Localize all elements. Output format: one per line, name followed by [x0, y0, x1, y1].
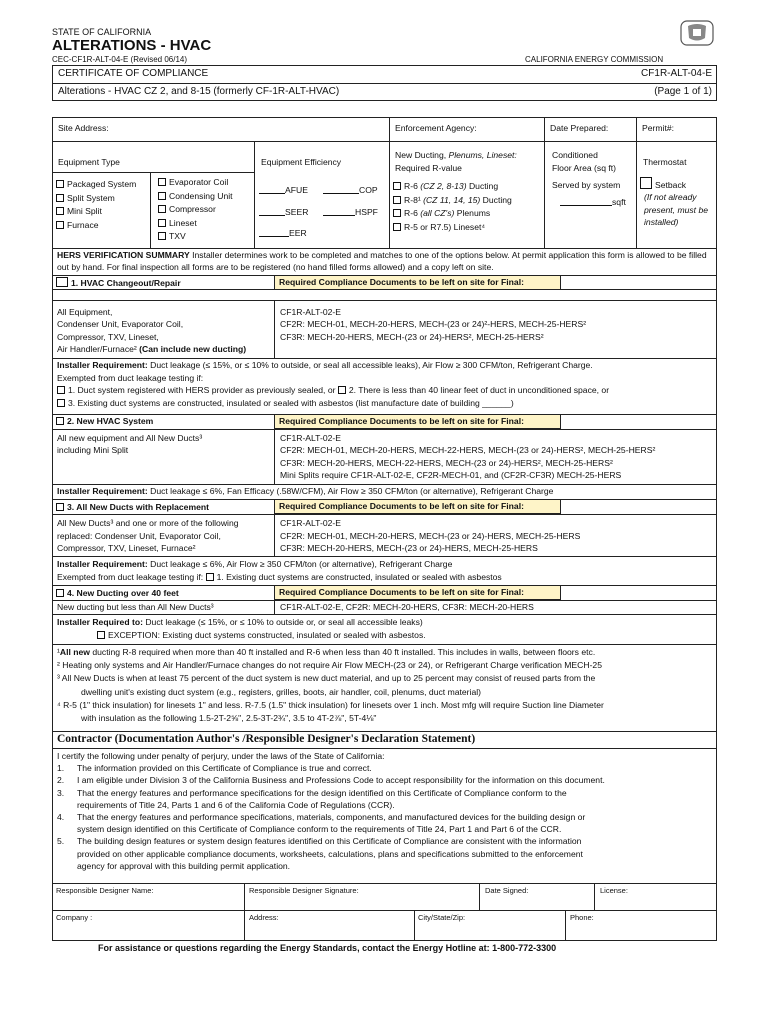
type-lineset[interactable]: Lineset [158, 217, 233, 231]
type-packaged-system[interactable]: Packaged System [56, 178, 136, 192]
site-address-label: Site Address: [58, 123, 109, 133]
exempt-1-1[interactable]: 1. Duct system registered with HERS provider as previously sealed, or 2. There is less than 40 linear feet of duct in unconditioned space, or [57, 384, 609, 397]
date-signed-field[interactable]: Date Signed: [485, 886, 529, 895]
served-by-system: Served by system [552, 180, 621, 190]
equipment-efficiency-label: Equipment Efficiency [261, 157, 342, 167]
certificate-title: CERTIFICATE OF COMPLIANCE [58, 68, 209, 79]
form-id: CF1R-ALT-04-E [641, 68, 712, 79]
footnote-2: ² Heating only systems and Air Handler/Furnace changes do not require Air Flow MECH-(23 or 24), or Refrigerant Charge verification MECH-25 [57, 660, 602, 671]
option4-req-docs: Required Compliance Documents to be left on site for Final: [274, 585, 561, 600]
setback-option[interactable]: Setback [640, 177, 686, 192]
hers-summary: HERS VERIFICATION SUMMARY Installer determines work to be completed and matches to one of the options below. At permit application this form is allowed to be filled out by hand. For final inspection all forms are to be registered (no hand filled forms allowed) and a copy left on site. [57, 250, 707, 272]
equipment-type-label: Equipment Type [58, 157, 120, 167]
form-code: CEC-CF1R-ALT-04-E (Revised 06/14) [52, 55, 188, 64]
commission-label: CALIFORNIA ENERGY COMMISSION [525, 55, 664, 64]
ducting-r6[interactable]: R-6 (CZ 2, 8-13) Ducting [393, 180, 512, 194]
eff-hspf[interactable]: HSPF [323, 207, 378, 219]
ducting-options [393, 180, 512, 234]
option1-req-docs: Required Compliance Documents to be left on site for Final: [274, 275, 561, 290]
plenums-r6[interactable]: R-6 (all CZ's) Plenums [393, 207, 512, 221]
option4-exception[interactable]: EXCEPTION: Existing duct systems constructed, insulated or sealed with asbestos. [57, 629, 426, 642]
eff-cop[interactable]: COP [323, 185, 378, 197]
equipment-types-a [56, 178, 136, 232]
company-field[interactable]: Company : [56, 913, 93, 922]
state-seal-icon [680, 20, 714, 46]
option3-title[interactable]: 3. All New Ducts with Replacement [56, 502, 209, 514]
eff-eer[interactable]: EER [259, 228, 307, 240]
floor-area-label: Floor Area (sq ft) [552, 163, 616, 173]
option1-installer: Installer Requirement: Duct leakage (≤ 15%, or ≤ 10% to outside, or seal all accessible leaks), Air Flow ≥ 300 CFM/ton, Refrigerant Charge. Exempted from duct leakage testing if: 1. Duct system registered with HERS provider as previously sealed, or 2. There is less than 40 linear feet of duct in unconditioned space, or 3. Existing duct systems are constructed, insulated or sealed with asbestos (list manufacture date of building ______) [57, 360, 610, 408]
type-compressor[interactable]: Compressor [158, 203, 233, 217]
permit-label: Permit#: [642, 123, 674, 133]
eff-seer[interactable]: SEER [259, 207, 308, 219]
option2-installer: Installer Requirement: Duct leakage ≤ 6%, Fan Efficacy (.58W/CFM), Air Flow ≥ 350 CFM/ton (or alternative), Refrigerant Charge [57, 486, 554, 496]
footnote-3b: dwelling unit's existing duct system (e.g., registers, grilles, boots, air handler, coil, plenums, duct material) [81, 686, 481, 697]
option2-equipment: All new equipment and All New Ducts³ including Mini Split [57, 433, 203, 456]
eff-afue[interactable]: AFUE [259, 185, 308, 197]
option3-equipment: All New Ducts³ and one or more of the following replaced: Condenser Unit, Evaporator Coil, Compressor, TXV, Lineset, Furnace² [57, 518, 239, 554]
option3-documents: CF1R-ALT-02-E CF2R: MECH-01, MECH-20-HERS, MECH-(23 or 24)-HERS, MECH-25-HERS CF3R: MECH-20-HERS, MECH-(23 or 24)-HERS, MECH-25-HERS [280, 518, 581, 554]
setback-note: (If not already present, must be installed) [644, 192, 709, 227]
footnote-1: ¹All new ducting R-8 required when more than 40 ft installed and R-6 when less than 40 ft installed. This includes in walls, between floors etc. [57, 647, 596, 657]
footnotes [57, 646, 604, 725]
footer-hotline: For assistance or questions regarding the Energy Standards, contact the Energy Hotline at: 1-800-772-3300 [98, 943, 557, 953]
form-subtitle: Alterations - HVAC CZ 2, and 8-15 (formerly CF-1R-ALT-HVAC) [58, 86, 340, 97]
footnote-3: ³ All New Ducts is when at least 75 percent of the duct system is new duct material, and up to 25 percent may consist of reused parts from the [57, 673, 596, 684]
option4-documents: CF1R-ALT-02-E, CF2R: MECH-20-HERS, CF3R: MECH-20-HERS [280, 602, 534, 612]
type-split-system[interactable]: Split System [56, 192, 136, 206]
form-title: ALTERATIONS - HVAC [52, 37, 212, 54]
option4-installer: Installer Required to: Duct leakage (≤ 15%, or ≤ 10% to outside or, or seal all accessible leaks) EXCEPTION: Existing duct systems constructed, insulated or sealed with asbestos. [57, 617, 426, 640]
state-label: STATE OF CALIFORNIA [52, 27, 152, 37]
thermostat-label: Thermostat [643, 157, 687, 167]
type-furnace[interactable]: Furnace [56, 219, 136, 233]
ducting-r8[interactable]: R-8¹ (CZ 11, 14, 15) Ducting [393, 194, 512, 208]
date-prepared-label: Date Prepared: [550, 123, 609, 133]
footnote-4b: with insulation as the following 1.5-2T-2⅝", 2.5-3T-2¾", 3.5 to 4T-2⅞", 5T-4⅛" [81, 713, 377, 724]
exempt-3-1[interactable]: Exempted from duct leakage testing if: 1. Existing duct systems are constructed, insulated or sealed with asbestos [57, 572, 502, 582]
declaration-text: I certify the following under penalty of perjury, under the laws of the State of California: 1. The information provided on this Certificate of Compliance is true and correct. 2. I am eligible under Division 3 of the California Business and Professions Code to accept responsibility for the information on this document. 3. That the energy features and performance specifications for the design identified on this Certificate of Compliance conform to the requirements of Title 24, Parts 1 and 6 of the California Code of Regulations (CCR). 4. That the energy features and performance specifications, materials, components, and manufactured devices for the building design or system design identified on this Certificate of Compliance conform to the requirements of Title 24, Part 1 and Part 6 of the CCR. 5. The building design features or system design features identified on this Certificate of Compliance are consistent with the information provided on other applicable compliance documents, worksheets, calculations, plans and specifications submitted to the enforcement agency for approval with this building permit application. [57, 751, 605, 871]
option3-installer: Installer Requirement: Duct leakage ≤ 6%, Air Flow ≥ 350 CFM/ton (or alternative), Refrigerant Charge Exempted from duct leakage testing if: 1. Existing duct systems are constructed, insulated or sealed with asbestos [57, 559, 502, 582]
option2-documents: CF1R-ALT-02-E CF2R: MECH-01, MECH-20-HERS, MECH-22-HERS, MECH-(23 or 24)-HERS², MECH-25-HERS² CF3R: MECH-20-HERS, MECH-22-HERS, MECH-(23 or 24)-HERS², MECH-25-HERS² Mini Splits require CF1R-ALT-02-E, CF2R-MECH-01, and (CF2R-CF3R) MECH-25-HERS [280, 433, 656, 481]
option4-title[interactable]: 4. New Ducting over 40 feet [56, 588, 179, 600]
option3-req-docs: Required Compliance Documents to be left on site for Final: [274, 499, 561, 514]
lineset-r5[interactable]: R-5 or R7.5) Lineset⁴ [393, 221, 512, 235]
designer-name-field[interactable]: Responsible Designer Name: [56, 886, 154, 895]
ducting-rvalue-label: Required R-value [395, 163, 462, 173]
page-number: (Page 1 of 1) [654, 86, 712, 97]
designer-signature-field[interactable]: Responsible Designer Signature: [249, 886, 359, 895]
phone-field[interactable]: Phone: [570, 913, 594, 922]
footnote-4: ⁴ R-5 (1" thick insulation) for linesets 1" and less. R-7.5 (1.5" thick insulation) for linesets over 1 inch. Most mfg will require Suction line Diameter [57, 699, 604, 710]
enforcement-agency-label: Enforcement Agency: [395, 123, 477, 133]
option4-equipment: New ducting but less than All New Ducts³ [57, 602, 214, 612]
type-txv[interactable]: TXV [158, 230, 233, 244]
license-field[interactable]: License: [600, 886, 628, 895]
equipment-types-b [158, 176, 233, 244]
option1-equipment: All Equipment, Condenser Unit, Evaporator Coil, Compressor, TXV, Lineset, Air Handler/Furnace² (Can include new ducting) [57, 307, 247, 355]
conditioned-label: Conditioned [552, 150, 598, 160]
type-evaporator-coil[interactable]: Evaporator Coil [158, 176, 233, 190]
declaration-title: Contractor (Documentation Author's /Responsible Designer's Declaration Statement) [57, 733, 476, 745]
sqft-field[interactable]: sqft [560, 197, 626, 209]
option2-title[interactable]: 2. New HVAC System [56, 416, 153, 428]
option1-documents: CF1R-ALT-02-E CF2R: MECH-01, MECH-20-HERS, MECH-(23 or 24)²-HERS, MECH-25-HERS² CF3R: MECH-20-HERS, MECH-(23 or 24)-HERS², MECH-25-HERS² [280, 307, 587, 342]
type-mini-split[interactable]: Mini Split [56, 205, 136, 219]
exempt-1-3[interactable]: 3. Existing duct systems are constructed, insulated or sealed with asbestos (list manufacture date of building ______) [57, 397, 609, 410]
option1-title[interactable]: 1. HVAC Changeout/Repair [56, 277, 181, 290]
address-field[interactable]: Address: [249, 913, 279, 922]
ducting-label: New Ducting, Plenums, Lineset: [395, 150, 517, 160]
option2-req-docs: Required Compliance Documents to be left on site for Final: [274, 414, 561, 429]
city-state-zip-field[interactable]: City/State/Zip: [418, 913, 466, 922]
type-condensing-unit[interactable]: Condensing Unit [158, 190, 233, 204]
